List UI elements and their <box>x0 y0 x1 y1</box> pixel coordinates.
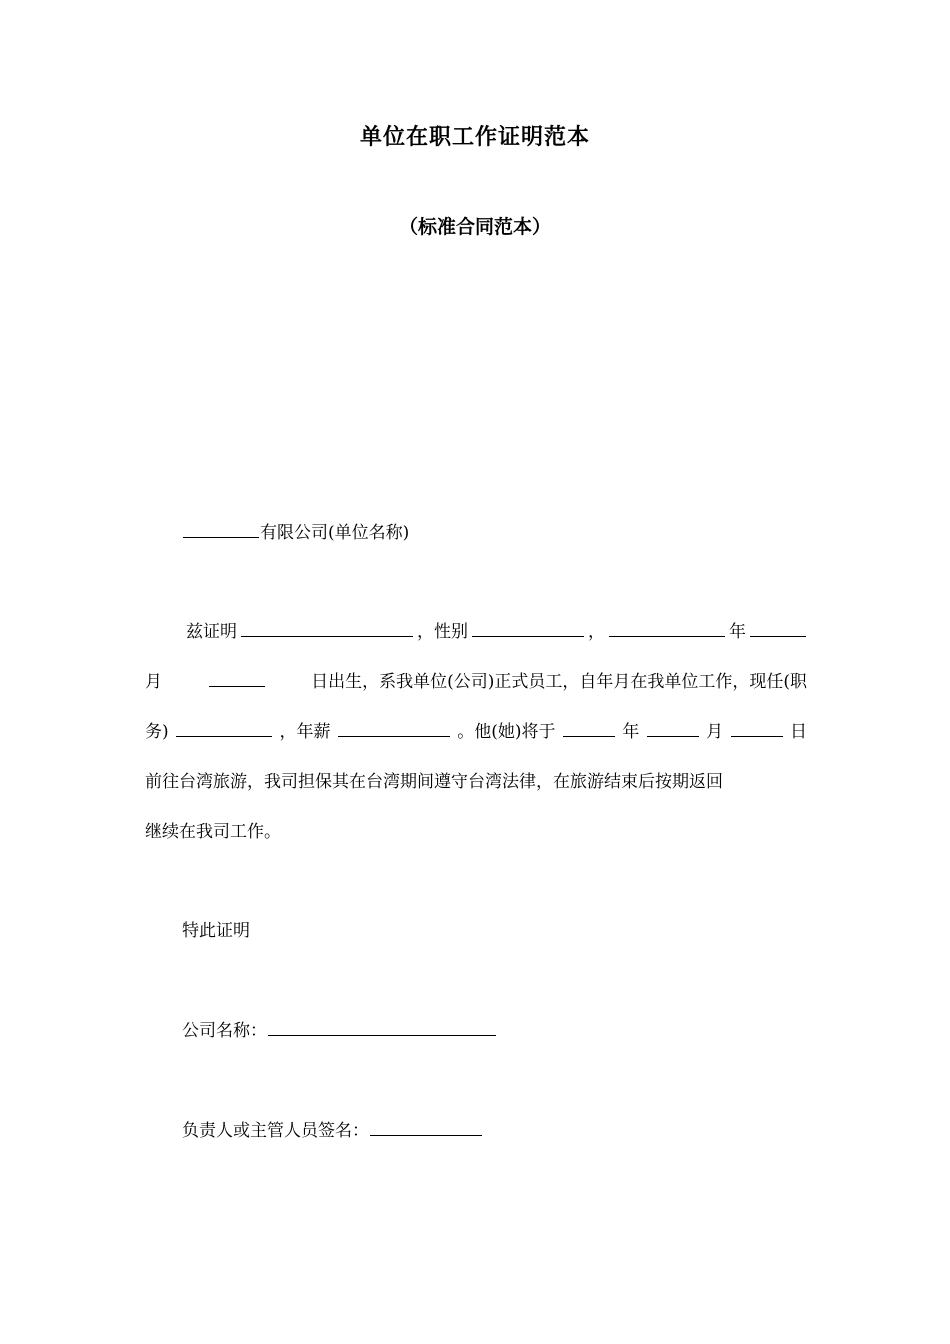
travel-year-blank[interactable] <box>563 719 615 737</box>
birth-day-blank[interactable] <box>209 669 265 687</box>
body-l2-b: 日出生，系我单位(公司)正式员工，自年月在我单位工作，现任(职 <box>311 672 807 692</box>
body-l3-b: ，年薪 <box>279 722 331 742</box>
body-l3-c: 。他(她)将于 <box>457 722 556 742</box>
document-title: 单位在职工作证明范本 <box>359 125 590 150</box>
position-blank[interactable] <box>176 719 272 737</box>
birth-year-blank[interactable] <box>609 619 725 637</box>
body-line-4: 前往台湾旅游，我司担保其在台湾期间遵守台湾法律，在旅游结束后按期返回 <box>145 772 723 792</box>
travel-month-blank[interactable] <box>647 719 699 737</box>
body-l1-b: ，性别 <box>417 622 468 642</box>
body-l1-a: 兹证明 <box>186 622 237 642</box>
company-name-row <box>182 1016 497 1041</box>
birth-month-blank[interactable] <box>750 619 806 637</box>
company-name-label: 公司名称： <box>182 1021 267 1041</box>
company-name-blank[interactable] <box>268 1018 496 1036</box>
body-l3-f: 日 <box>789 722 807 742</box>
body-l1-c: ， <box>588 622 605 642</box>
body-l3-e: 月 <box>706 722 724 742</box>
signature-blank[interactable] <box>370 1118 482 1136</box>
body-l3-a: 务) <box>145 722 169 742</box>
body-line-5: 继续在我司工作。 <box>145 822 281 842</box>
company-blank[interactable] <box>183 520 259 538</box>
body-line-2 <box>145 667 807 692</box>
closing-text: 特此证明 <box>182 921 250 941</box>
body-line-1 <box>186 617 807 642</box>
gender-blank[interactable] <box>472 619 584 637</box>
name-blank[interactable] <box>241 619 413 637</box>
travel-day-blank[interactable] <box>731 719 783 737</box>
company-line <box>182 518 409 543</box>
company-line-text: 有限公司(单位名称) <box>260 523 410 543</box>
salary-blank[interactable] <box>338 719 450 737</box>
body-l1-d: 年 <box>729 622 746 642</box>
body-l3-d: 年 <box>622 722 640 742</box>
document-subtitle: （标准合同范本） <box>398 216 551 238</box>
body-l2-a: 月 <box>145 672 162 692</box>
body-line-3 <box>145 717 807 742</box>
signature-label: 负责人或主管人员签名： <box>182 1121 369 1141</box>
signature-row <box>182 1116 483 1141</box>
